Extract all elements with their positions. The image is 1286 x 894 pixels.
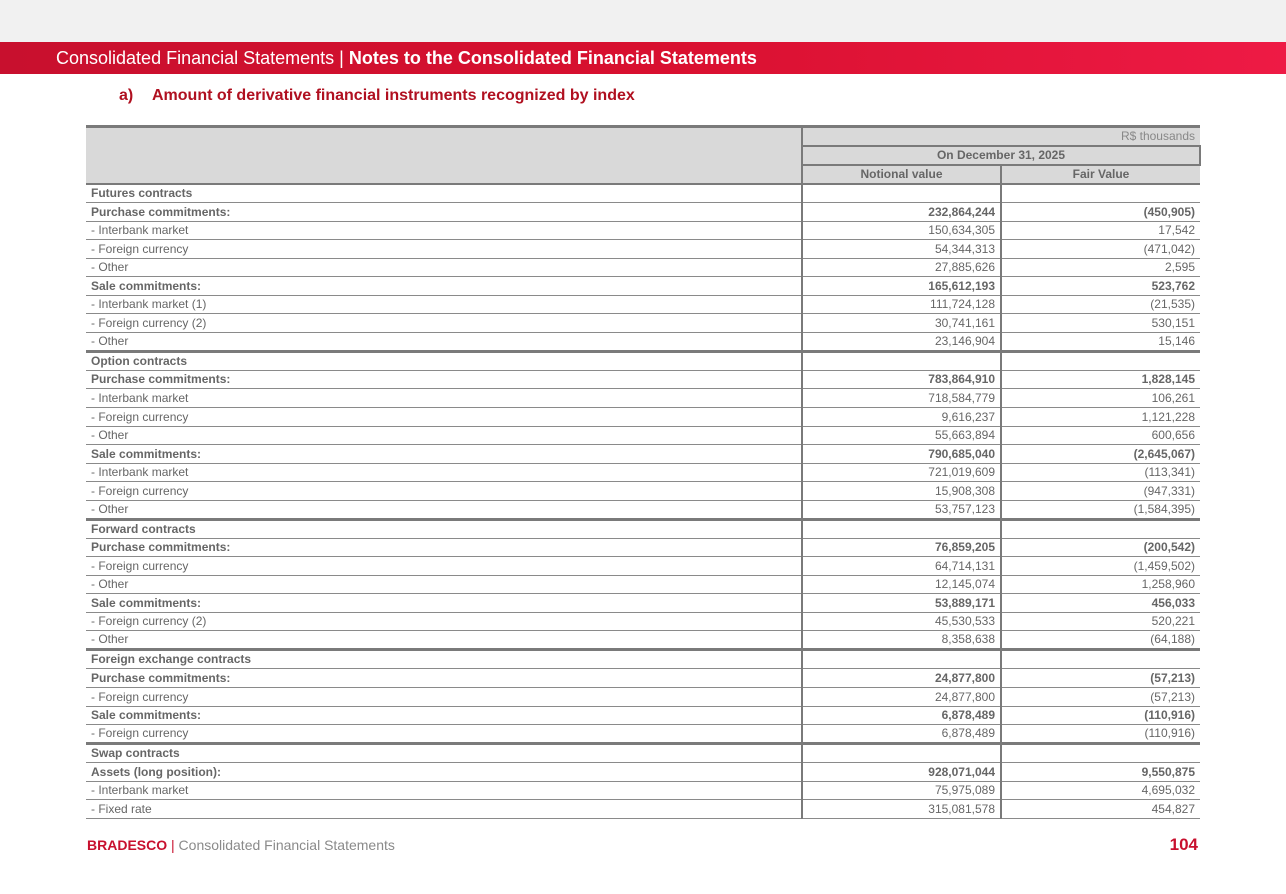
table-row xyxy=(86,203,1200,222)
footer-brand: BRADESCO xyxy=(87,837,168,853)
row-fair-value: 523,762 xyxy=(1001,277,1200,296)
footer-subtitle: Consolidated Financial Statements xyxy=(178,837,395,853)
section-heading xyxy=(119,87,635,105)
row-fair-value: 530,151 xyxy=(1001,314,1200,333)
row-fair-value: (57,213) xyxy=(1001,669,1200,688)
row-notional-value: 8,358,638 xyxy=(802,631,1001,650)
row-fair-value: (200,542) xyxy=(1001,538,1200,557)
table-row xyxy=(86,725,1200,744)
row-fair-value: 454,827 xyxy=(1001,800,1200,819)
row-label: - Fixed rate xyxy=(86,800,802,819)
table-row xyxy=(86,351,1200,370)
footer-separator: | xyxy=(171,837,175,853)
row-notional-value: 111,724,128 xyxy=(802,295,1001,314)
row-fair-value: (947,331) xyxy=(1001,482,1200,501)
table-row xyxy=(86,763,1200,782)
row-label: - Interbank market xyxy=(86,463,802,482)
table-row xyxy=(86,221,1200,240)
column-header-fair-value: Fair Value xyxy=(1001,165,1200,184)
row-label: Forward contracts xyxy=(86,519,802,538)
row-label: Sale commitments: xyxy=(86,277,802,296)
row-label: - Interbank market xyxy=(86,389,802,408)
row-label: - Foreign currency xyxy=(86,482,802,501)
table-row xyxy=(86,669,1200,688)
row-notional-value: 232,864,244 xyxy=(802,203,1001,222)
row-label: - Foreign currency xyxy=(86,687,802,706)
row-notional-value: 23,146,904 xyxy=(802,332,1001,351)
row-notional-value: 55,663,894 xyxy=(802,426,1001,445)
row-notional-value: 6,878,489 xyxy=(802,706,1001,725)
period-label: On December 31, 2025 xyxy=(802,146,1200,165)
row-label: - Interbank market xyxy=(86,781,802,800)
row-fair-value: (1,459,502) xyxy=(1001,557,1200,576)
row-label: - Other xyxy=(86,631,802,650)
row-label: Purchase commitments: xyxy=(86,370,802,389)
row-fair-value: (2,645,067) xyxy=(1001,445,1200,464)
header-title-notes: Notes to the Consolidated Financial Statements xyxy=(348,48,757,68)
page-number: 104 xyxy=(1169,835,1198,854)
row-notional-value: 15,908,308 xyxy=(802,482,1001,501)
section-title: Amount of derivative financial instruments recognized by index xyxy=(152,87,635,104)
table-body xyxy=(86,184,1200,818)
table-row xyxy=(86,389,1200,408)
row-label: Assets (long position): xyxy=(86,763,802,782)
row-fair-value xyxy=(1001,650,1200,669)
row-fair-value: 600,656 xyxy=(1001,426,1200,445)
table-header-blank xyxy=(86,127,802,185)
row-notional-value: 54,344,313 xyxy=(802,240,1001,259)
row-fair-value: 2,595 xyxy=(1001,258,1200,277)
row-label: Sale commitments: xyxy=(86,445,802,464)
row-notional-value xyxy=(802,650,1001,669)
row-fair-value: 456,033 xyxy=(1001,594,1200,613)
table-row xyxy=(86,781,1200,800)
row-label: Purchase commitments: xyxy=(86,203,802,222)
table-header-unit-row xyxy=(86,127,1200,147)
row-notional-value: 30,741,161 xyxy=(802,314,1001,333)
row-fair-value: (110,916) xyxy=(1001,706,1200,725)
row-notional-value: 928,071,044 xyxy=(802,763,1001,782)
row-fair-value xyxy=(1001,351,1200,370)
row-notional-value: 790,685,040 xyxy=(802,445,1001,464)
row-notional-value xyxy=(802,744,1001,763)
table-row xyxy=(86,295,1200,314)
table-row xyxy=(86,426,1200,445)
header-banner xyxy=(0,42,1286,74)
row-notional-value: 24,877,800 xyxy=(802,687,1001,706)
table-row xyxy=(86,744,1200,763)
table-row xyxy=(86,631,1200,650)
row-label: Sale commitments: xyxy=(86,594,802,613)
row-fair-value: 1,121,228 xyxy=(1001,407,1200,426)
row-fair-value: 520,221 xyxy=(1001,612,1200,631)
table-row xyxy=(86,706,1200,725)
row-fair-value: 1,828,145 xyxy=(1001,370,1200,389)
table-row xyxy=(86,277,1200,296)
table-row xyxy=(86,594,1200,613)
section-letter: a) xyxy=(119,87,134,104)
row-notional-value: 27,885,626 xyxy=(802,258,1001,277)
table-row xyxy=(86,800,1200,819)
row-fair-value xyxy=(1001,744,1200,763)
row-notional-value: 24,877,800 xyxy=(802,669,1001,688)
row-notional-value: 64,714,131 xyxy=(802,557,1001,576)
row-notional-value: 12,145,074 xyxy=(802,575,1001,594)
row-fair-value: 17,542 xyxy=(1001,221,1200,240)
table-row xyxy=(86,687,1200,706)
table-row xyxy=(86,519,1200,538)
row-label: - Other xyxy=(86,500,802,519)
table-row xyxy=(86,445,1200,464)
row-label: - Interbank market xyxy=(86,221,802,240)
row-notional-value: 53,757,123 xyxy=(802,500,1001,519)
row-notional-value: 6,878,489 xyxy=(802,725,1001,744)
row-notional-value: 76,859,205 xyxy=(802,538,1001,557)
row-notional-value xyxy=(802,519,1001,538)
derivatives-table xyxy=(86,125,1201,819)
row-label: - Foreign currency (2) xyxy=(86,612,802,631)
row-notional-value: 315,081,578 xyxy=(802,800,1001,819)
row-fair-value: (110,916) xyxy=(1001,725,1200,744)
row-fair-value: 1,258,960 xyxy=(1001,575,1200,594)
table-row xyxy=(86,500,1200,519)
top-margin xyxy=(0,0,1286,42)
row-notional-value: 45,530,533 xyxy=(802,612,1001,631)
table-row xyxy=(86,240,1200,259)
footer xyxy=(87,837,395,853)
row-fair-value: (450,905) xyxy=(1001,203,1200,222)
row-fair-value: (113,341) xyxy=(1001,463,1200,482)
row-notional-value: 718,584,779 xyxy=(802,389,1001,408)
table-row xyxy=(86,557,1200,576)
row-label: Option contracts xyxy=(86,351,802,370)
table-row xyxy=(86,612,1200,631)
row-fair-value: 4,695,032 xyxy=(1001,781,1200,800)
row-label: Purchase commitments: xyxy=(86,669,802,688)
row-label: - Other xyxy=(86,575,802,594)
row-label: - Other xyxy=(86,426,802,445)
table-row xyxy=(86,482,1200,501)
table-row xyxy=(86,184,1200,203)
table-row xyxy=(86,575,1200,594)
row-fair-value: (471,042) xyxy=(1001,240,1200,259)
row-notional-value: 165,612,193 xyxy=(802,277,1001,296)
column-header-notional: Notional value xyxy=(802,165,1001,184)
table-row xyxy=(86,258,1200,277)
row-label: - Foreign currency (2) xyxy=(86,314,802,333)
table-row xyxy=(86,314,1200,333)
row-fair-value: 15,146 xyxy=(1001,332,1200,351)
row-label: - Foreign currency xyxy=(86,240,802,259)
row-notional-value xyxy=(802,351,1001,370)
row-notional-value: 721,019,609 xyxy=(802,463,1001,482)
table-row xyxy=(86,370,1200,389)
row-label: - Foreign currency xyxy=(86,407,802,426)
row-label: Futures contracts xyxy=(86,184,802,203)
row-label: - Other xyxy=(86,258,802,277)
row-fair-value: (21,535) xyxy=(1001,295,1200,314)
row-fair-value xyxy=(1001,184,1200,203)
table-row xyxy=(86,332,1200,351)
table-row xyxy=(86,407,1200,426)
row-notional-value: 150,634,305 xyxy=(802,221,1001,240)
row-notional-value: 53,889,171 xyxy=(802,594,1001,613)
row-label: Foreign exchange contracts xyxy=(86,650,802,669)
row-fair-value xyxy=(1001,519,1200,538)
row-fair-value: (57,213) xyxy=(1001,687,1200,706)
row-notional-value: 9,616,237 xyxy=(802,407,1001,426)
row-label: - Interbank market (1) xyxy=(86,295,802,314)
row-notional-value: 783,864,910 xyxy=(802,370,1001,389)
table-row xyxy=(86,538,1200,557)
unit-label: R$ thousands xyxy=(802,127,1200,147)
row-label: Purchase commitments: xyxy=(86,538,802,557)
row-label: - Foreign currency xyxy=(86,557,802,576)
header-title-section: Consolidated Financial Statements | xyxy=(56,48,344,68)
row-notional-value: 75,975,089 xyxy=(802,781,1001,800)
table-row xyxy=(86,650,1200,669)
row-label: Swap contracts xyxy=(86,744,802,763)
row-fair-value: 9,550,875 xyxy=(1001,763,1200,782)
table-row xyxy=(86,463,1200,482)
row-label: Sale commitments: xyxy=(86,706,802,725)
row-fair-value: 106,261 xyxy=(1001,389,1200,408)
row-label: - Other xyxy=(86,332,802,351)
row-fair-value: (1,584,395) xyxy=(1001,500,1200,519)
row-notional-value xyxy=(802,184,1001,203)
row-label: - Foreign currency xyxy=(86,725,802,744)
row-fair-value: (64,188) xyxy=(1001,631,1200,650)
